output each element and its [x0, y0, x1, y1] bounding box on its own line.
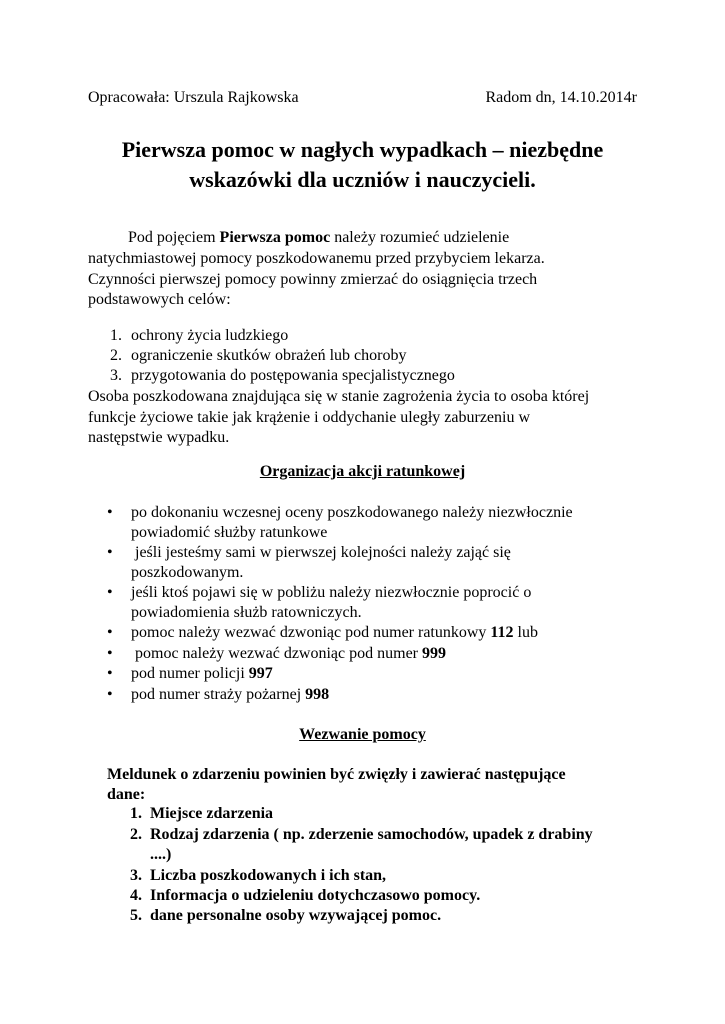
list-number: 3.: [110, 367, 122, 384]
intro-line-4: podstawowych celów:: [88, 291, 231, 308]
item-text: pomoc należy wezwać dzwoniąc pod numer: [131, 645, 422, 662]
intro-text: Pod pojęciem: [128, 229, 220, 246]
emergency-number: 112: [490, 624, 514, 641]
intro-line-1: [128, 228, 509, 248]
list-item: Informacja o udzieleniu dotychczasowo pomocy.: [150, 887, 481, 904]
definition-line-2: funkcje życiowe takie jak krążenie i oddychanie uległy zaburzeniu w: [88, 409, 531, 426]
list-item: [131, 686, 329, 704]
item-text: lub: [513, 624, 538, 641]
section-heading-rescue: Organizacja akcji ratunkowej: [259, 463, 466, 480]
list-item: Rodzaj zdarzenia ( np. zderzenie samochodów, upadek z drabiny: [150, 826, 593, 843]
list-item-continuation: poszkodowanym.: [131, 564, 244, 581]
bullet-icon: •: [107, 544, 113, 561]
list-number: 3.: [130, 867, 142, 884]
list-item: jeśli ktoś pojawi się w pobliżu należy niezwłocznie poprocić o: [131, 584, 532, 601]
list-item-continuation: ....): [150, 846, 172, 863]
intro-text: należy rozumieć udzielenie: [330, 229, 510, 246]
definition-line-3: następstwie wypadku.: [88, 429, 230, 446]
list-item: przygotowania do postępowania specjalistycznego: [131, 367, 455, 384]
list-item: [131, 665, 273, 683]
item-text: pod numer straży pożarnej: [131, 686, 306, 703]
list-item: [131, 624, 538, 642]
police-number: 997: [248, 665, 273, 682]
list-item-continuation: powiadomić służby ratunkowe: [131, 524, 328, 541]
list-item: Liczba poszkodowanych i ich stan,: [150, 867, 387, 884]
list-item: jeśli jesteśmy sami w pierwszej kolejności należy zająć się: [131, 544, 511, 561]
bullet-icon: •: [107, 645, 113, 662]
bullet-icon: •: [107, 624, 113, 641]
list-item: [131, 645, 446, 663]
list-item: ograniczenie skutków obrażeń lub choroby: [131, 347, 407, 364]
list-item: po dokonaniu wczesnej oceny poszkodowanego należy niezwłocznie: [131, 504, 573, 521]
bullet-icon: •: [107, 504, 113, 521]
list-item-continuation: powiadomienia służb ratowniczych.: [131, 604, 362, 621]
fire-brigade-number: 998: [305, 686, 330, 703]
bullet-icon: •: [107, 584, 113, 601]
intro-line-2: natychmiastowej pomocy poszkodowanemu przed przybyciem lekarza.: [88, 250, 545, 267]
author-line: Opracowała: Urszula Rajkowska: [88, 89, 299, 106]
list-number: 2.: [130, 826, 142, 843]
definition-line-1: Osoba poszkodowana znajdująca się w stanie zagrożenia życia to osoba której: [88, 388, 590, 405]
list-item: ochrony życia ludzkiego: [131, 327, 289, 344]
section-heading-call-help: Wezwanie pomocy: [299, 726, 426, 743]
report-intro-line-1: Meldunek o zdarzeniu powinien być zwięzły i zawierać następujące: [107, 766, 566, 783]
bullet-icon: •: [107, 686, 113, 703]
report-intro-line-2: dane:: [107, 786, 146, 803]
place-date: Radom dn, 14.10.2014r: [485, 89, 637, 106]
ambulance-number: 999: [422, 645, 446, 662]
intro-line-3: Czynności pierwszej pomocy powinny zmierzać do osiągnięcia trzech: [88, 271, 538, 288]
list-number: 1.: [110, 327, 122, 344]
item-text: pomoc należy wezwać dzwoniąc pod numer ratunkowy: [131, 624, 491, 641]
page-title-line-1: Pierwsza pomoc w nagłych wypadkach – niezbędne: [121, 137, 604, 162]
list-number: 5.: [130, 907, 142, 924]
item-text: pod numer policji: [131, 665, 249, 682]
bullet-icon: •: [107, 665, 113, 682]
list-number: 4.: [130, 887, 142, 904]
list-item: dane personalne osoby wzywającej pomoc.: [150, 907, 442, 924]
list-number: 2.: [110, 347, 122, 364]
list-item: Miejsce zdarzenia: [150, 805, 274, 822]
list-number: 1.: [130, 805, 142, 822]
page-title-line-2: wskazówki dla uczniów i nauczycieli.: [189, 167, 536, 192]
intro-bold-term: Pierwsza pomoc: [219, 229, 331, 246]
